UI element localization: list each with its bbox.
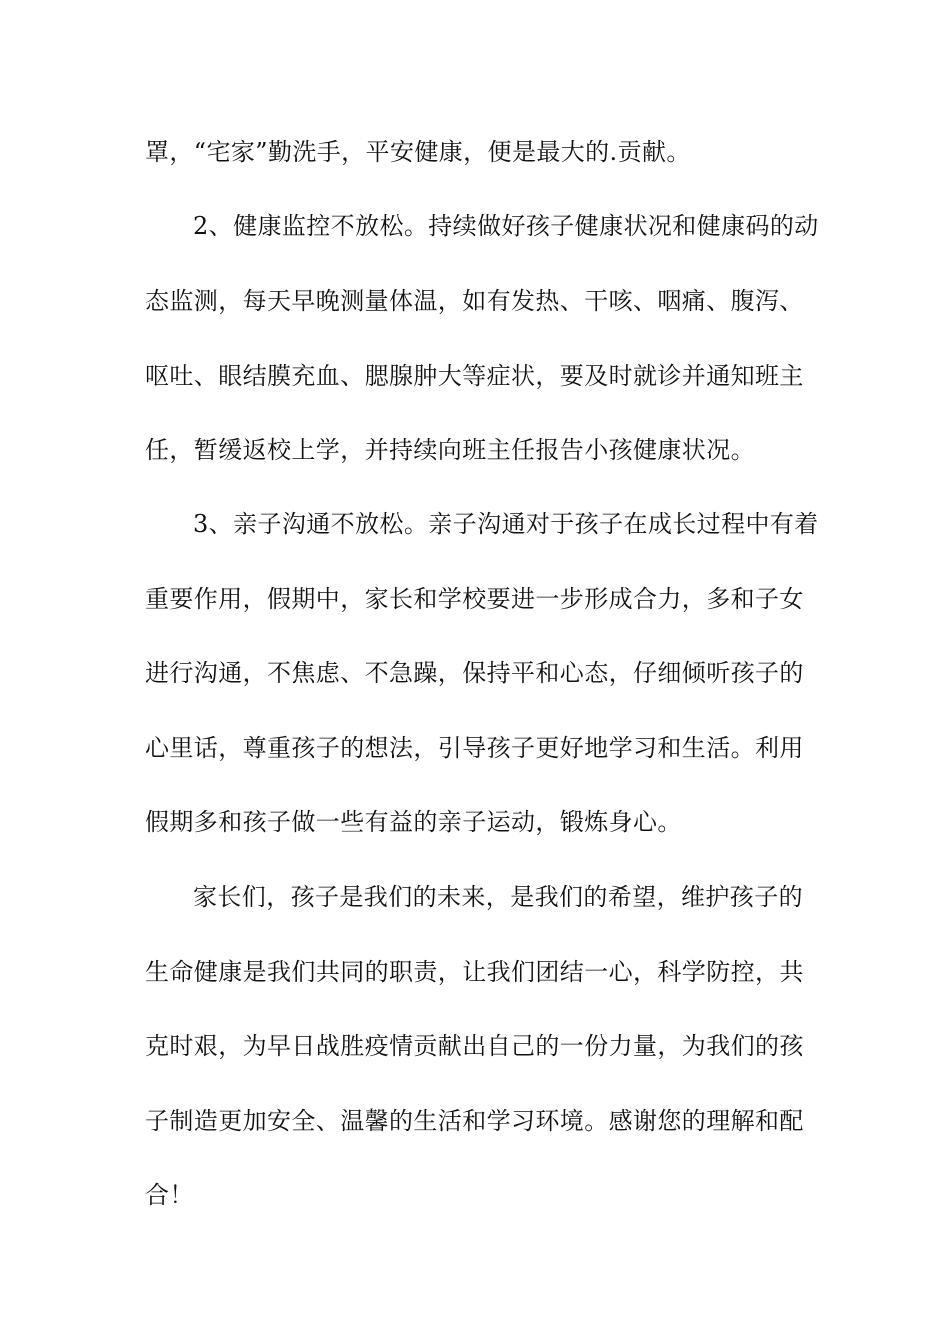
text-line: 克时艰，为早日战胜疫情贡献出自己的一份力量，为我们的孩 [145, 1032, 804, 1060]
text-line: 重要作用，假期中，家长和学校要进一步形成合力，多和子女 [145, 585, 804, 613]
text-line: 生命健康是我们共同的职责，让我们团结一心，科学防控，共 [145, 958, 804, 986]
text-line: 罩，“宅家”勤洗手，平安健康，便是最大的.贡献。 [145, 138, 691, 166]
text-line: 假期多和孩子做一些有益的亲子运动，锻炼身心。 [145, 808, 682, 836]
text-line: 心里话，尊重孩子的想法，引导孩子更好地学习和生活。利用 [145, 734, 804, 762]
paragraph-start-line: 2、健康监控不放松。持续做好孩子健康状况和健康码的动 [193, 212, 819, 240]
text-line: 合！ [145, 1181, 194, 1209]
text-line: 态监测，每天早晚测量体温，如有发热、干咳、咽痛、腹泻、 [145, 287, 804, 315]
text-line: 任，暂缓返校上学，并持续向班主任报告小孩健康状况。 [145, 436, 755, 464]
paragraph-start-line: 3、亲子沟通不放松。亲子沟通对于孩子在成长过程中有着 [193, 510, 819, 538]
paragraph-start-line: 家长们，孩子是我们的未来，是我们的希望，维护孩子的 [193, 883, 803, 911]
text-line: 进行沟通，不焦虑、不急躁，保持平和心态，仔细倾听孩子的 [145, 659, 804, 687]
text-line: 子制造更加安全、温馨的生活和学习环境。感谢您的理解和配 [145, 1107, 804, 1135]
text-line: 呕吐、眼结膜充血、腮腺肿大等症状，要及时就诊并通知班主 [145, 362, 804, 390]
